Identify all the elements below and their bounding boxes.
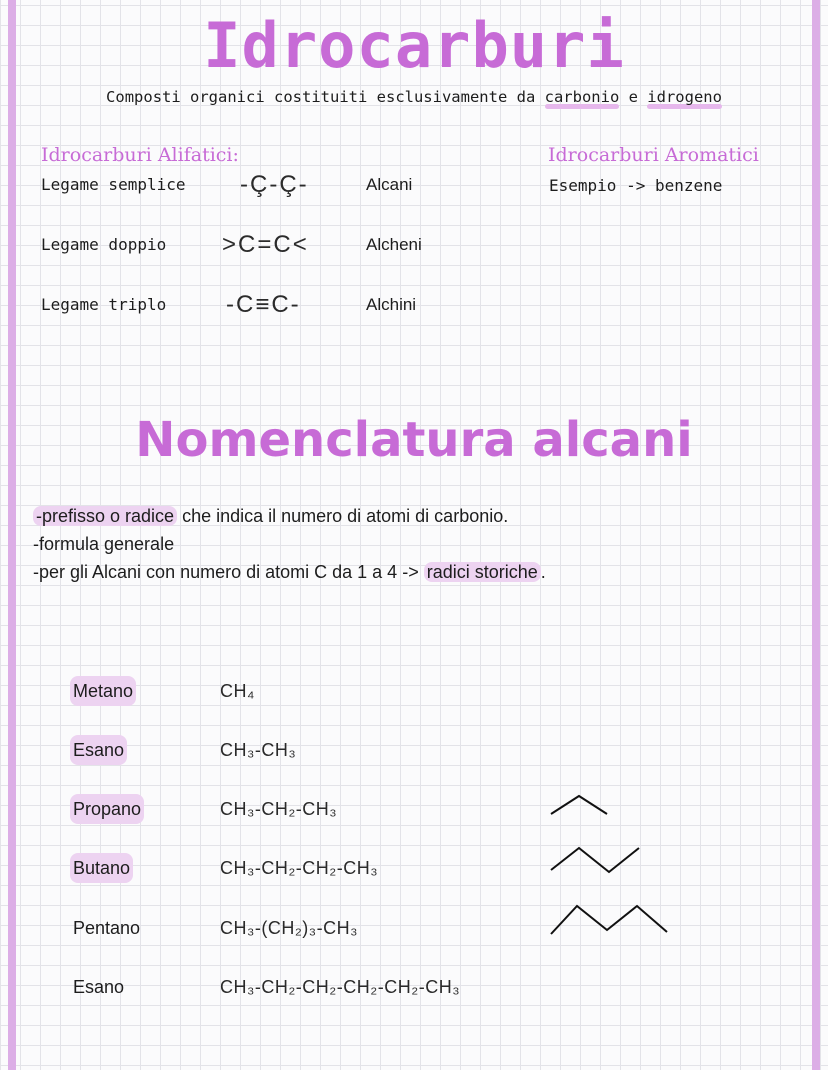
alkane-row xyxy=(0,853,828,883)
bullet-highlight: radici storiche xyxy=(424,562,541,582)
butane-skeletal-drawing xyxy=(545,840,645,890)
alkane-name: Metano xyxy=(70,676,136,706)
alkane-row xyxy=(0,735,828,765)
alkane-formula: CH₃-CH₂-CH₂-CH₃ xyxy=(220,858,379,878)
alkane-name: Pentano xyxy=(73,918,141,938)
bond-row-double xyxy=(0,230,828,260)
bullet-text: . xyxy=(540,562,546,582)
bond-label: Legame triplo xyxy=(41,295,167,314)
alkane-row xyxy=(0,913,828,943)
alkane-row xyxy=(0,794,828,824)
alkane-formula: CH₃-(CH₂)₃-CH₃ xyxy=(220,918,358,938)
nomenclature-bullets xyxy=(33,502,546,586)
pentane-skeletal-drawing xyxy=(545,898,675,942)
bullet-prefix xyxy=(33,502,546,530)
alkane-row xyxy=(0,972,828,1002)
bond-label: Legame doppio xyxy=(41,235,167,254)
right-margin-bar xyxy=(812,0,820,1070)
aromatic-example: Esempio -> benzene xyxy=(549,176,723,195)
bond-row-triple xyxy=(0,290,828,320)
alkane-formula: CH₃-CH₂-CH₂-CH₂-CH₂-CH₃ xyxy=(220,977,461,997)
subtitle xyxy=(0,86,828,108)
bond-formula: -Ç-Ç- xyxy=(240,171,309,198)
propane-skeletal-drawing xyxy=(545,790,615,820)
alkane-name: Butano xyxy=(70,853,133,883)
subtitle-middle: e xyxy=(619,88,648,106)
alkane-formula: CH₄ xyxy=(220,681,255,701)
alkane-name: Esano xyxy=(73,977,125,997)
bond-label: Legame semplice xyxy=(41,175,186,194)
bullet-highlight: -prefisso o radice xyxy=(33,506,177,526)
alkane-row xyxy=(0,676,828,706)
nomenclature-title: Nomenclatura alcani xyxy=(135,412,693,468)
bond-name: Alchini xyxy=(366,295,417,314)
bullet-text: che indica il numero di atomi di carbonio. xyxy=(177,506,509,526)
subtitle-idrogeno: idrogeno xyxy=(647,88,722,106)
page-title: Idrocarburi xyxy=(203,9,625,82)
alkane-name: Esano xyxy=(70,735,127,765)
left-margin-bar xyxy=(8,0,16,1070)
alkane-formula: CH₃-CH₃ xyxy=(220,740,297,760)
bullet-historic xyxy=(33,558,546,586)
bond-name: Alcheni xyxy=(366,235,422,254)
alkane-formula: CH₃-CH₂-CH₃ xyxy=(220,799,338,819)
bullet-text: -per gli Alcani con numero di atomi C da 1 a 4 -> xyxy=(33,562,424,582)
subtitle-carbonio: carbonio xyxy=(544,88,620,106)
bond-formula: -C≡C- xyxy=(226,291,301,318)
bond-name: Alcani xyxy=(366,175,413,194)
aromatic-heading: Idrocarburi Aromatici xyxy=(548,144,759,166)
bond-formula: >C=C< xyxy=(222,231,309,258)
aliphatic-heading: Idrocarburi Alifatici: xyxy=(41,144,239,166)
bullet-formula: -formula generale xyxy=(33,534,175,554)
bond-row-single xyxy=(0,170,828,200)
alkane-name: Propano xyxy=(70,794,144,824)
subtitle-prefix: Composti organici costituiti esclusivamente da xyxy=(106,88,545,106)
